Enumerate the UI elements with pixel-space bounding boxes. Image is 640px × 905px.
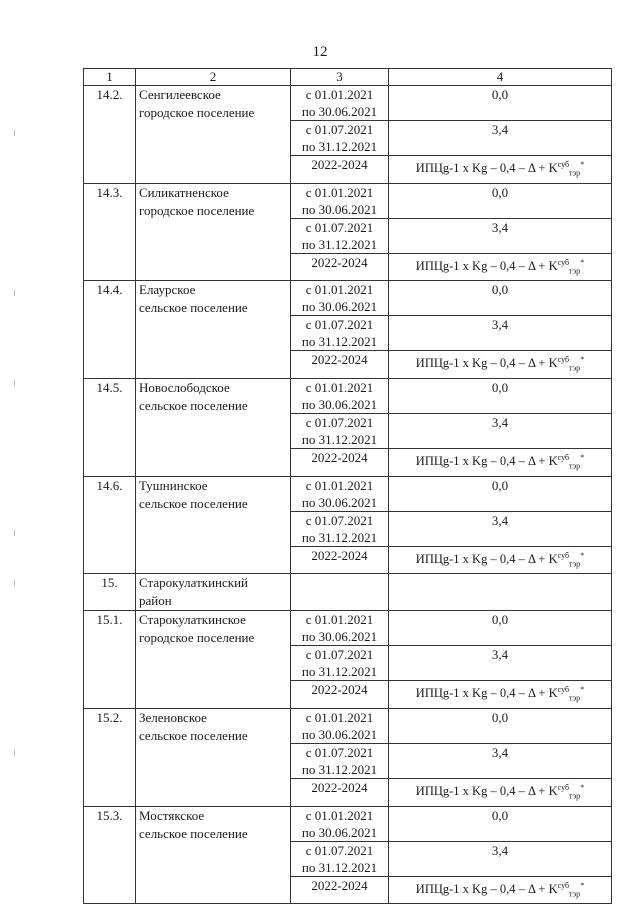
text-line: сельское поселение	[139, 495, 248, 511]
period-cell	[291, 448, 389, 476]
formula-subscript: тэр	[569, 693, 581, 703]
text-line: 2022-2024	[311, 877, 368, 893]
text-line: с 01.01.2021	[305, 87, 374, 102]
period-cell	[291, 218, 389, 253]
period-cell	[291, 121, 389, 156]
settlement-name	[136, 86, 291, 184]
period-cell	[291, 681, 389, 709]
value-cell	[389, 841, 612, 876]
settlement-name	[136, 611, 291, 709]
value-cell	[389, 183, 612, 218]
text-line: 2022-2024	[311, 449, 368, 465]
formula-superscript: суб	[557, 782, 570, 792]
row-number: 15.2.	[84, 708, 136, 806]
period-cell	[291, 378, 389, 413]
page-number: 12	[312, 44, 328, 60]
period-cell	[291, 646, 389, 681]
text-line: Мостякское	[139, 807, 205, 823]
table-header-row	[84, 69, 612, 86]
formula-superscript: суб	[557, 880, 570, 890]
text-line: по 31.12.2021	[301, 664, 378, 680]
formula-cell	[389, 546, 612, 574]
text-line: 2022-2024	[311, 352, 368, 368]
value-cell	[389, 316, 612, 351]
text-line: по 30.06.2021	[301, 396, 378, 412]
value-cell	[389, 806, 612, 841]
row-number: 14.4.	[84, 281, 136, 379]
period-cell	[291, 708, 389, 743]
formula-asterisk: *	[580, 880, 585, 890]
row-number: 15.	[84, 574, 136, 611]
text-line: городское поселение	[139, 202, 255, 218]
text-line: с 01.07.2021	[305, 219, 374, 235]
value-text: 3,4	[491, 122, 509, 137]
text-line: Старокулаткинский	[139, 575, 249, 591]
text-line: сельское поселение	[139, 300, 248, 316]
formula-asterisk: *	[580, 452, 585, 462]
settlement-name	[136, 476, 291, 574]
formula-superscript: суб	[557, 257, 570, 267]
period-cell	[291, 281, 389, 316]
text-line: район	[139, 593, 172, 609]
text-line: по 31.12.2021	[301, 431, 378, 447]
formula-cell	[389, 253, 612, 281]
value-text: 0,0	[491, 807, 509, 823]
row-number: 14.6.	[84, 476, 136, 574]
formula-cell	[389, 156, 612, 184]
text-line: Старокулаткинское	[139, 612, 246, 628]
value-cell	[389, 646, 612, 681]
value-text: 3,4	[491, 414, 509, 430]
period-cell	[291, 253, 389, 281]
text-line: по 31.12.2021	[301, 334, 378, 350]
formula-subscript: тэр	[569, 791, 581, 801]
text-line: с 01.01.2021	[305, 184, 374, 200]
text-line: Зеленовское	[139, 709, 207, 725]
formula-cell	[389, 778, 612, 806]
value-text: 3,4	[491, 219, 509, 235]
section-row	[84, 574, 612, 611]
formula-asterisk: *	[580, 257, 585, 267]
value-cell	[389, 611, 612, 646]
formula-text: ИПЦg-1 x Kg – 0,4 – Δ + K	[415, 881, 558, 896]
formula-cell	[389, 351, 612, 379]
tariff-table	[83, 68, 612, 904]
value-cell	[389, 378, 612, 413]
table-row	[84, 611, 612, 646]
formula-text: ИПЦg-1 x Kg – 0,4 – Δ + K	[415, 258, 558, 273]
formula-subscript: тэр	[569, 889, 581, 899]
value-text: 3,4	[491, 842, 509, 858]
value-cell	[389, 708, 612, 743]
formula-asterisk: *	[580, 782, 585, 792]
text-line: городское поселение	[139, 630, 255, 646]
text-line: с 01.01.2021	[305, 709, 374, 725]
text-line: сельское поселение	[139, 397, 248, 413]
value-cell	[389, 281, 612, 316]
period-cell	[291, 316, 389, 351]
period-cell	[291, 841, 389, 876]
text-line: 2022-2024	[311, 157, 368, 172]
text-line: с 01.07.2021	[305, 414, 374, 430]
period-cell	[291, 351, 389, 379]
formula-cell	[389, 448, 612, 476]
text-line: Силикатненское	[139, 184, 229, 200]
text-line: по 31.12.2021	[301, 139, 378, 154]
text-line: Сенгилеевское	[139, 87, 221, 102]
header-col-4: 4	[389, 69, 612, 86]
formula-subscript: тэр	[569, 168, 581, 178]
period-cell	[291, 413, 389, 448]
value-cell	[389, 86, 612, 121]
value-cell	[389, 476, 612, 511]
value-text: 0,0	[491, 87, 509, 102]
value-text: 3,4	[491, 647, 509, 663]
text-line: 2022-2024	[311, 682, 368, 698]
period-cell	[291, 156, 389, 184]
period-cell	[291, 806, 389, 841]
text-line: сельское поселение	[139, 825, 248, 841]
period-cell	[291, 183, 389, 218]
formula-cell	[389, 876, 612, 904]
formula-asterisk: *	[580, 685, 585, 695]
text-line: городское поселение	[139, 105, 255, 120]
text-line: по 30.06.2021	[301, 629, 378, 645]
text-line: 2022-2024	[311, 779, 368, 795]
text-line: с 01.01.2021	[305, 379, 374, 395]
header-col-2: 2	[136, 69, 291, 86]
text-line: с 01.07.2021	[305, 317, 374, 333]
period-cell	[291, 511, 389, 546]
formula-text: ИПЦg-1 x Kg – 0,4 – Δ + K	[415, 686, 558, 701]
table-row	[84, 378, 612, 413]
formula-subscript: тэр	[569, 559, 581, 569]
text-line: по 30.06.2021	[301, 726, 378, 742]
value-cell	[389, 413, 612, 448]
formula-asterisk: *	[580, 355, 585, 365]
formula-text: ИПЦg-1 x Kg – 0,4 – Δ + K	[415, 161, 558, 176]
value-text: 3,4	[491, 512, 509, 528]
value-text: 0,0	[491, 612, 509, 628]
formula-superscript: суб	[557, 355, 570, 365]
text-line: по 31.12.2021	[301, 236, 378, 252]
row-number: 14.5.	[84, 378, 136, 476]
text-line: по 30.06.2021	[301, 824, 378, 840]
text-line: по 30.06.2021	[301, 299, 378, 315]
text-line: по 30.06.2021	[301, 494, 378, 510]
table-row	[84, 281, 612, 316]
value-cell	[389, 121, 612, 156]
row-number: 14.2.	[84, 86, 136, 184]
formula-asterisk: *	[580, 550, 585, 560]
value-text: 0,0	[491, 379, 509, 395]
period-cell	[291, 743, 389, 778]
settlement-name	[136, 806, 291, 904]
formula-subscript: тэр	[569, 266, 581, 276]
period-cell	[291, 476, 389, 511]
text-line: Елаурское	[139, 282, 196, 298]
formula-cell	[389, 681, 612, 709]
text-line: 2022-2024	[311, 254, 368, 270]
period-cell	[291, 546, 389, 574]
value-text: 0,0	[491, 282, 509, 298]
row-number: 15.3.	[84, 806, 136, 904]
text-line: 2022-2024	[311, 547, 368, 563]
settlement-name	[136, 708, 291, 806]
value-cell	[389, 218, 612, 253]
value-text: 0,0	[491, 477, 509, 493]
period-cell	[291, 86, 389, 121]
settlement-name	[136, 378, 291, 476]
table-row	[84, 708, 612, 743]
text-line: Новослободское	[139, 379, 230, 395]
value-cell	[389, 511, 612, 546]
formula-superscript: суб	[557, 550, 570, 560]
text-line: по 31.12.2021	[301, 761, 378, 777]
formula-text: ИПЦg-1 x Kg – 0,4 – Δ + K	[415, 454, 558, 469]
formula-text: ИПЦg-1 x Kg – 0,4 – Δ + K	[415, 784, 558, 799]
text-line: с 01.07.2021	[305, 842, 374, 858]
table-row	[84, 183, 612, 218]
value-text: 0,0	[491, 184, 509, 200]
text-line: по 30.06.2021	[301, 104, 378, 119]
header-col-1: 1	[84, 69, 136, 86]
value-text: 3,4	[491, 744, 509, 760]
formula-superscript: суб	[557, 160, 570, 169]
period-cell	[291, 611, 389, 646]
text-line: по 31.12.2021	[301, 859, 378, 875]
formula-asterisk: *	[580, 160, 585, 169]
table-row	[84, 86, 612, 121]
period-cell	[291, 876, 389, 904]
text-line: с 01.01.2021	[305, 612, 374, 628]
formula-superscript: суб	[557, 685, 570, 695]
empty-cell	[291, 574, 389, 611]
text-line: с 01.01.2021	[305, 477, 374, 493]
settlement-name	[136, 183, 291, 281]
formula-subscript: тэр	[569, 363, 581, 373]
text-line: с 01.07.2021	[305, 122, 374, 137]
row-number: 15.1.	[84, 611, 136, 709]
table-row	[84, 806, 612, 841]
value-text: 0,0	[491, 709, 509, 725]
formula-text: ИПЦg-1 x Kg – 0,4 – Δ + K	[415, 551, 558, 566]
text-line: Тушнинское	[139, 477, 208, 493]
formula-text: ИПЦg-1 x Kg – 0,4 – Δ + K	[415, 356, 558, 371]
text-line: с 01.07.2021	[305, 647, 374, 663]
value-text: 3,4	[491, 317, 509, 333]
text-line: с 01.01.2021	[305, 807, 374, 823]
text-line: с 01.07.2021	[305, 744, 374, 760]
settlement-name	[136, 281, 291, 379]
text-line: с 01.01.2021	[305, 282, 374, 298]
row-number: 14.3.	[84, 183, 136, 281]
text-line: сельское поселение	[139, 727, 248, 743]
empty-cell	[389, 574, 612, 611]
text-line: по 31.12.2021	[301, 529, 378, 545]
formula-subscript: тэр	[569, 461, 581, 471]
text-line: по 30.06.2021	[301, 201, 378, 217]
period-cell	[291, 778, 389, 806]
value-cell	[389, 743, 612, 778]
text-line: с 01.07.2021	[305, 512, 374, 528]
table-row	[84, 476, 612, 511]
district-name	[136, 574, 291, 611]
header-col-3: 3	[291, 69, 389, 86]
formula-superscript: суб	[557, 452, 570, 462]
